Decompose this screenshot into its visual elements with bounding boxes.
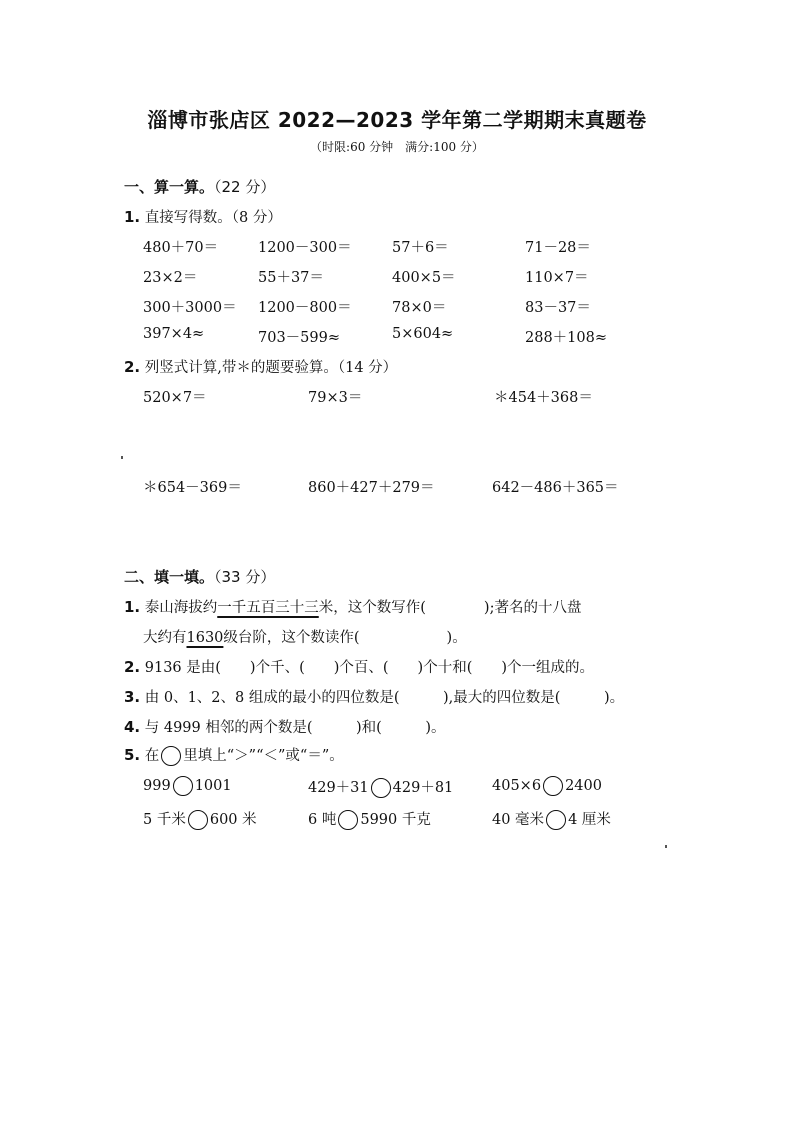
compare-item: 405×6 2400 <box>492 778 602 794</box>
scan-speck <box>665 845 667 848</box>
vertical-calc-item: ＊654－369＝ <box>143 480 242 496</box>
page-subtitle: （时限:60 分钟 满分:100 分） <box>310 140 484 154</box>
vertical-calc-item: 860＋427＋279＝ <box>308 480 435 496</box>
calc-item: 55＋37＝ <box>258 270 324 286</box>
section-1-heading: 一、算一算。（22 分） <box>124 178 276 196</box>
underlined-number: 1630 <box>186 630 224 646</box>
circle-blank-icon <box>161 746 181 766</box>
question-2-1-line-1: 1. 泰山海拔约一千五百三十三米，这个数写作( );著名的十八盘 <box>124 598 582 616</box>
compare-circle[interactable] <box>338 810 358 830</box>
vertical-calc-item: 79×3＝ <box>308 390 363 406</box>
calc-item: 5×604≈ <box>392 326 454 342</box>
compare-item: 40 毫米 4 厘米 <box>492 812 611 828</box>
calc-item: 1200－800＝ <box>258 300 352 316</box>
question-1-2: 2. 列竖式计算,带＊的题要验算。（14 分） <box>124 358 398 376</box>
compare-item: 999 1001 <box>143 778 232 794</box>
question-2-1-line-2: 大约有1630级台阶，这个数读作( )。 <box>143 630 467 646</box>
calc-item: 400×5＝ <box>392 270 456 286</box>
compare-circle[interactable] <box>546 810 566 830</box>
compare-circle[interactable] <box>543 776 563 796</box>
compare-circle[interactable] <box>188 810 208 830</box>
question-1-1: 1. 直接写得数。（8 分） <box>124 208 282 226</box>
compare-circle[interactable] <box>173 776 193 796</box>
question-2-3: 3. 由 0、1、2、8 组成的最小的四位数是( ),最大的四位数是( )。 <box>124 688 625 706</box>
calc-item: 703－599≈ <box>258 330 341 346</box>
calc-item: 57＋6＝ <box>392 240 449 256</box>
page-title: 淄博市张店区 2022—2023 学年第二学期期末真题卷 <box>147 108 647 132</box>
vertical-calc-item: ＊454＋368＝ <box>494 390 593 406</box>
calc-item: 480＋70＝ <box>143 240 219 256</box>
calc-item: 23×2＝ <box>143 270 198 286</box>
compare-item: 429＋31 429＋81 <box>308 780 454 796</box>
calc-item: 110×7＝ <box>525 270 589 286</box>
vertical-calc-item: 520×7＝ <box>143 390 207 406</box>
compare-item: 5 千米 600 米 <box>143 812 257 828</box>
calc-item: 71－28＝ <box>525 240 591 256</box>
calc-item: 397×4≈ <box>143 326 205 342</box>
calc-item: 83－37＝ <box>525 300 591 316</box>
calc-item: 300＋3000＝ <box>143 300 237 316</box>
calc-item: 288＋108≈ <box>525 330 608 346</box>
underlined-number-words: 一千五百三十三 <box>217 600 319 616</box>
compare-circle[interactable] <box>371 778 391 798</box>
question-2-4: 4. 与 4999 相邻的两个数是( )和( )。 <box>124 718 446 736</box>
scan-speck <box>121 456 123 459</box>
section-2-heading: 二、填一填。（33 分） <box>124 568 276 586</box>
question-2-5: 5. 在 里填上“＞”“＜”或“＝”。 <box>124 746 344 764</box>
calc-item: 78×0＝ <box>392 300 447 316</box>
calc-item: 1200－300＝ <box>258 240 352 256</box>
vertical-calc-item: 642－486＋365＝ <box>492 480 619 496</box>
compare-item: 6 吨 5990 千克 <box>308 812 431 828</box>
question-2-2: 2. 9136 是由( )个千、( )个百、( )个十和( )个一组成的。 <box>124 658 595 676</box>
